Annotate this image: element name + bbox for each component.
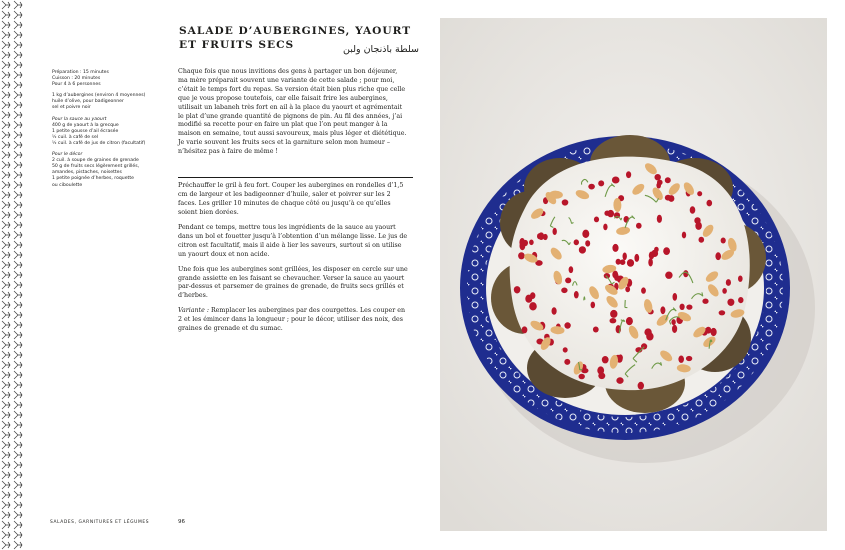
seed	[678, 356, 684, 363]
seed	[616, 377, 623, 384]
seed	[597, 366, 604, 374]
seed	[593, 327, 599, 333]
seed	[648, 258, 653, 266]
seed	[604, 273, 610, 279]
seed	[561, 288, 567, 294]
seed	[582, 230, 589, 238]
seed	[644, 328, 651, 336]
seed	[695, 222, 702, 230]
seed	[579, 374, 585, 380]
seed	[702, 299, 708, 304]
left-page	[24, 0, 424, 550]
intro-paragraph: Chaque fois que nous invitions des gens à partager un bon déjeuner, ma mère préparait souvent une variante de cette salade ; pour moi, c’était le temps fort du repas. Sa version était bien plus riche que celle que je vous propose toutefois, car elle faisait frire les aubergines, utilisait un labaneh très fort en ail à la place du yaourt et agrémentait le plat d’une grande quantité de pignons de pin. Au fil des années, j’ai modifié sa recette pour en faire un plat que l’on peut manger à la maison en semaine, tout aussi savoureux, mais plus léger et diététique. Je varie souvent les fruits secs et la garniture selon mon humeur – n’hésitez pas à faire de même !	[178, 68, 407, 156]
seed	[707, 200, 713, 207]
seed	[638, 382, 644, 390]
seed	[727, 299, 734, 306]
seed	[553, 228, 557, 235]
seed	[610, 318, 617, 323]
step-paragraph: Pendant ce temps, mettre tous les ingrédients de la sauce au yaourt dans un bol et fouetter jusqu’à l’obtention d’un mélange lisse. Le jus de citron est facultatif, mais il aide à lier les saveurs, surtout si on utilise un yaourt doux et non acide.	[178, 223, 408, 258]
seed	[518, 252, 525, 259]
seed	[722, 288, 727, 294]
seed	[607, 210, 614, 217]
seed	[565, 278, 571, 284]
seed	[665, 195, 672, 201]
seed	[514, 286, 521, 293]
section-footer: SALADES, GARNITURES ET LÉGUMES	[50, 520, 150, 525]
seed	[591, 302, 596, 309]
seed	[711, 328, 717, 336]
seed	[623, 253, 627, 261]
seed	[562, 199, 569, 205]
cook-time: Cuisson : 20 minutes	[52, 76, 101, 82]
seed	[522, 326, 528, 333]
seed	[690, 206, 696, 213]
seed	[610, 310, 617, 318]
ingredient: huile d’olive, pour badigeonner	[52, 99, 124, 105]
seed	[585, 240, 590, 246]
seed	[715, 252, 721, 260]
seed	[519, 238, 525, 246]
seed	[564, 359, 570, 365]
divider	[178, 177, 413, 178]
seed	[654, 247, 659, 253]
seed	[673, 293, 678, 301]
seed	[636, 223, 642, 229]
step-paragraph: Une fois que les aubergines sont grillées, les disposer en cercle sur une grande assiette en les faisant se chevaucher. Verser la sauce au yaourt par-dessus et parsemer de graines de grenade, de fruits secs grillés et d’herbes.	[178, 265, 408, 300]
seed	[569, 266, 574, 273]
seed	[641, 287, 646, 293]
seed	[634, 254, 639, 262]
seed	[726, 279, 731, 286]
decor-heading: Pour le décor	[52, 152, 83, 158]
seed	[598, 180, 604, 186]
arabic-title: سلطة باذنجان ولبن	[342, 44, 419, 55]
seed	[574, 291, 579, 298]
variant-paragraph	[178, 307, 410, 334]
seed	[738, 276, 743, 282]
seed	[529, 302, 537, 310]
seed	[538, 232, 544, 240]
seed	[626, 317, 633, 325]
ingredient: 1 petite gousse d’ail écrasée	[52, 128, 119, 134]
ingredient: sel et poivre noir	[52, 105, 91, 111]
seed	[660, 306, 665, 314]
seed	[686, 356, 692, 361]
seed	[612, 177, 620, 184]
seed	[721, 238, 726, 244]
step-paragraph: Préchauffer le gril à feu fort. Couper les aubergines en rondelles d’1,5 cm de largeur et les badigeonner d’huile, saler et poivrer sur les 2 faces. Les griller 10 minutes de chaque côté ou jusqu’à ce qu’elles soient bien dorées.	[178, 182, 404, 216]
ingredient: 400 g de yaourt à la grecque	[52, 122, 119, 128]
seed	[625, 286, 630, 292]
seed	[699, 237, 705, 243]
seed	[686, 305, 692, 310]
seed	[626, 171, 631, 178]
prep-time: Préparation : 15 minutes	[52, 70, 109, 75]
seed	[663, 247, 670, 255]
seed	[655, 174, 661, 180]
page-number: 96	[178, 519, 185, 525]
seed	[682, 232, 686, 239]
seed	[563, 347, 568, 352]
servings: Pour 4 à 6 personnes	[52, 82, 101, 88]
seed	[665, 177, 671, 183]
spine-pattern	[0, 0, 24, 550]
seed	[602, 356, 609, 363]
ingredient: ½ cuil. à café de sel	[52, 134, 99, 140]
seed	[672, 325, 677, 333]
ingredient: 50 g de fruits secs légèrement grillés,	[52, 164, 140, 170]
method	[178, 182, 410, 340]
seed	[620, 259, 626, 265]
ingredient: 1 petite poignée d’herbes, roquette	[52, 176, 134, 182]
seed	[525, 295, 532, 303]
seed	[665, 272, 672, 279]
seed	[529, 240, 534, 246]
ingredients-column	[52, 70, 177, 189]
seed	[627, 259, 634, 267]
variant-label: Variante :	[178, 307, 209, 315]
seed	[680, 304, 685, 310]
recipe-title: SALADE D’AUBERGINES, YAOURT ET FRUITS SECS	[179, 25, 412, 51]
seed	[656, 182, 661, 188]
seed	[594, 217, 599, 223]
seed	[738, 297, 743, 303]
seed	[657, 215, 662, 223]
seed	[671, 319, 675, 325]
variant-text: Remplacer les aubergines par des courgettes. Les couper en 2 et les émincer dans la longueur ; pour le décor, utiliser des noix, des graines de grenade et du sumac.	[178, 307, 406, 333]
ingredient: ½ cuil. à café de jus de citron (facultatif)	[52, 140, 146, 146]
seed	[588, 184, 595, 190]
ingredient: ou ciboulette	[52, 182, 83, 188]
seed	[618, 354, 623, 361]
seed	[552, 307, 557, 315]
ingredient: 1 kg d’aubergines (environ 4 moyennes)	[52, 93, 146, 99]
seed	[612, 244, 618, 252]
sauce-heading: Pour la sauce au yaourt	[52, 116, 107, 122]
ingredient: amandes, pistaches, noisettes	[52, 170, 122, 176]
ingredient: 2 cuil. à soupe de graines de grenade	[52, 158, 139, 164]
seed	[719, 310, 726, 315]
seed	[603, 224, 607, 231]
seed	[579, 246, 586, 253]
seed	[697, 191, 702, 196]
seed	[564, 322, 570, 328]
dish-photo	[440, 18, 827, 531]
seed	[574, 239, 579, 245]
